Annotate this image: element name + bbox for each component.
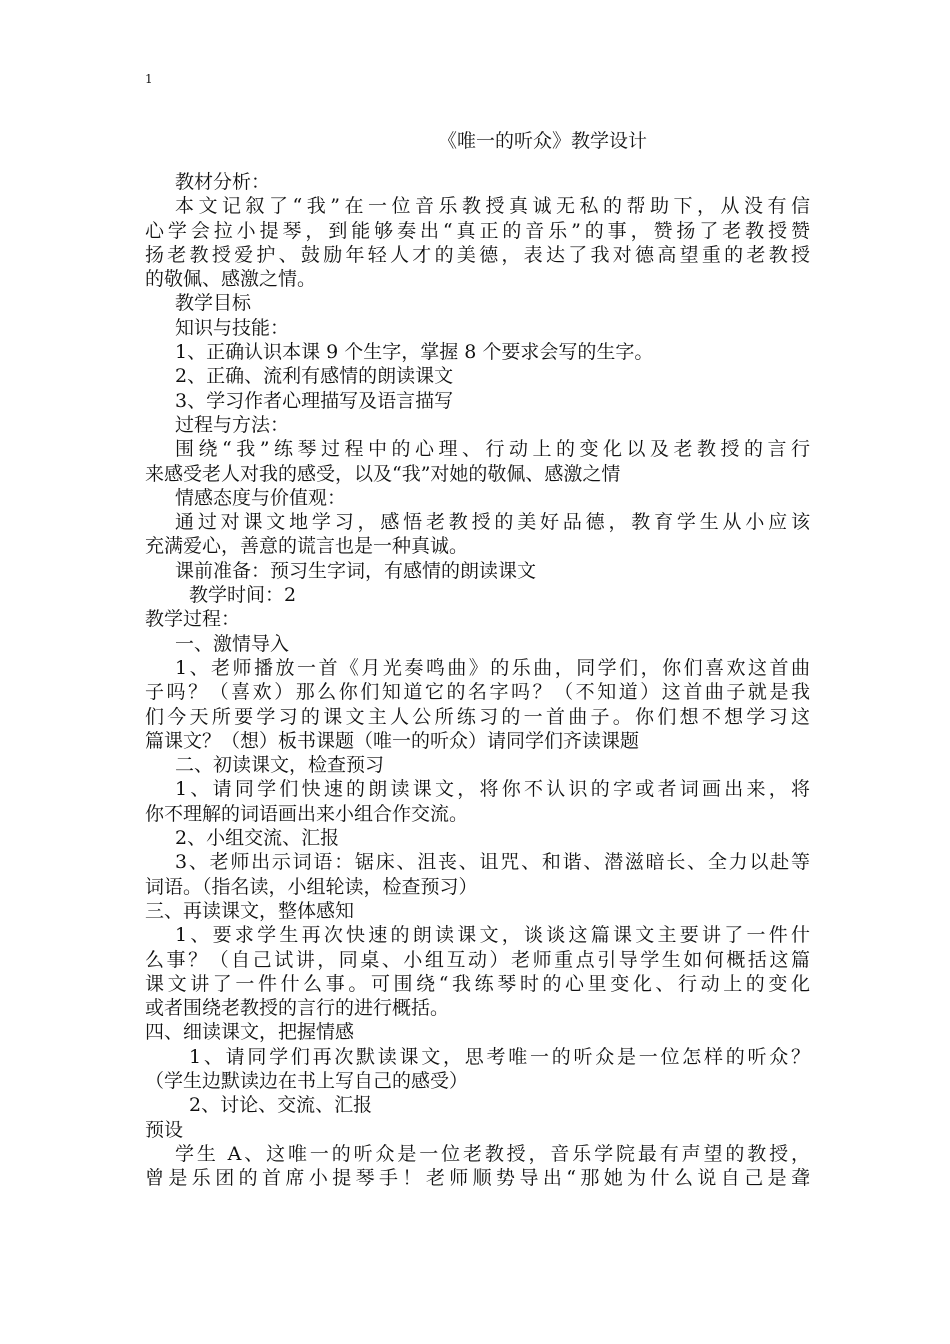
text-line: 曾是乐团的首席小提琴手！老师顺势导出“那她为什么说自己是聋 (145, 1167, 810, 1190)
text-line: 词语。（指名读，小组轮读，检查预习） (145, 875, 478, 898)
text-line: 1、正确认识本课 9 个生字，掌握 8 个要求会写的生字。 (175, 341, 654, 364)
text-line: 通过对课文地学习，感悟老教授的美好品德，教育学生从小应该 (175, 511, 810, 534)
text-line: 2、正确、流利有感情的朗读课文 (175, 365, 454, 388)
text-line: 3、学习作者心理描写及语言描写 (175, 389, 454, 412)
text-line: 的敬佩、感激之情。 (145, 268, 317, 291)
text-line: 来感受老人对我的感受，以及“我”对她的敬佩、感激之情 (145, 462, 621, 485)
text-line: 篇课文？（想）板书课题（唯一的听众）请同学们齐读课题 (145, 729, 640, 752)
text-line: 你不理解的词语画出来小组合作交流。 (145, 802, 469, 825)
text-line: 学生 A、这唯一的听众是一位老教授，音乐学院最有声望的教授， (175, 1142, 810, 1165)
text-line: 围绕“我”练琴过程中的心理、行动上的变化以及老教授的言行 (175, 438, 810, 461)
text-line: 一、激情导入 (175, 632, 290, 655)
text-line: 子吗？（喜欢）那么你们知道它的名字吗？（不知道）这首曲子就是我 (145, 681, 810, 704)
text-line: 四、细读课文，把握情感 (145, 1021, 355, 1044)
document-title: 《唯一的听众》教学设计 (437, 130, 647, 152)
text-line: 充满爱心，善意的谎言也是一种真诚。 (145, 535, 469, 558)
text-line: 或者围绕老教授的言行的进行概括。 (145, 997, 450, 1020)
document-body (145, 170, 810, 1190)
text-line: 教材分析： (175, 171, 271, 193)
text-line: 教学目标 (175, 292, 252, 315)
text-line: （学生边默读边在书上写自己的感受） (145, 1069, 469, 1092)
text-line: 三、再读课文，整体感知 (145, 899, 355, 922)
text-line: 扬老教授爱护、鼓励年轻人才的美德，表达了我对德高望重的老教授 (145, 243, 810, 266)
text-line: 教学过程： (145, 608, 241, 631)
text-line: 教学时间：2 (189, 584, 297, 607)
text-line: 们今天所要学习的课文主人公所练习的一首曲子。你们想不想学习这 (145, 705, 810, 728)
text-line: 知识与技能： (175, 316, 290, 339)
text-line: 预设 (145, 1118, 184, 1141)
text-line: 课前准备：预习生字词，有感情的朗读课文 (175, 559, 537, 582)
text-line: 1、请同学们再次默读课文，思考唯一的听众是一位怎样的听众？ (189, 1045, 810, 1068)
text-line: 情感态度与价值观： (175, 486, 347, 509)
text-line: 2、小组交流、汇报 (175, 827, 340, 850)
text-line: 本文记叙了“我”在一位音乐教授真诚无私的帮助下，从没有信 (175, 195, 810, 218)
text-line: 过程与方法： (175, 413, 290, 436)
text-line: 课文讲了一件什么事。可围绕“我练琴时的心里变化、行动上的变化 (145, 972, 810, 995)
text-line: 1、要求学生再次快速的朗读课文，谈谈这篇课文主要讲了一件什 (175, 924, 810, 947)
text-line: 1、请同学们快速的朗读课文，将你不认识的字或者词画出来，将 (175, 778, 810, 801)
text-line: 2、讨论、交流、汇报 (189, 1094, 373, 1117)
text-line: 1、老师播放一首《月光奏鸣曲》的乐曲，同学们，你们喜欢这首曲 (175, 656, 810, 679)
text-line: 么事？（自己试讲，同桌、小组互动）老师重点引导学生如何概括这篇 (145, 948, 810, 971)
page-number: 1 (145, 72, 153, 86)
text-line: 心学会拉小提琴，到能够奏出“真正的音乐”的事，赞扬了老教授赞 (145, 219, 810, 242)
text-line: 3、老师出示词语：锯床、沮丧、诅咒、和谐、潜滋暗长、全力以赴等 (175, 851, 810, 874)
text-line: 二、初读课文，检查预习 (175, 754, 385, 777)
